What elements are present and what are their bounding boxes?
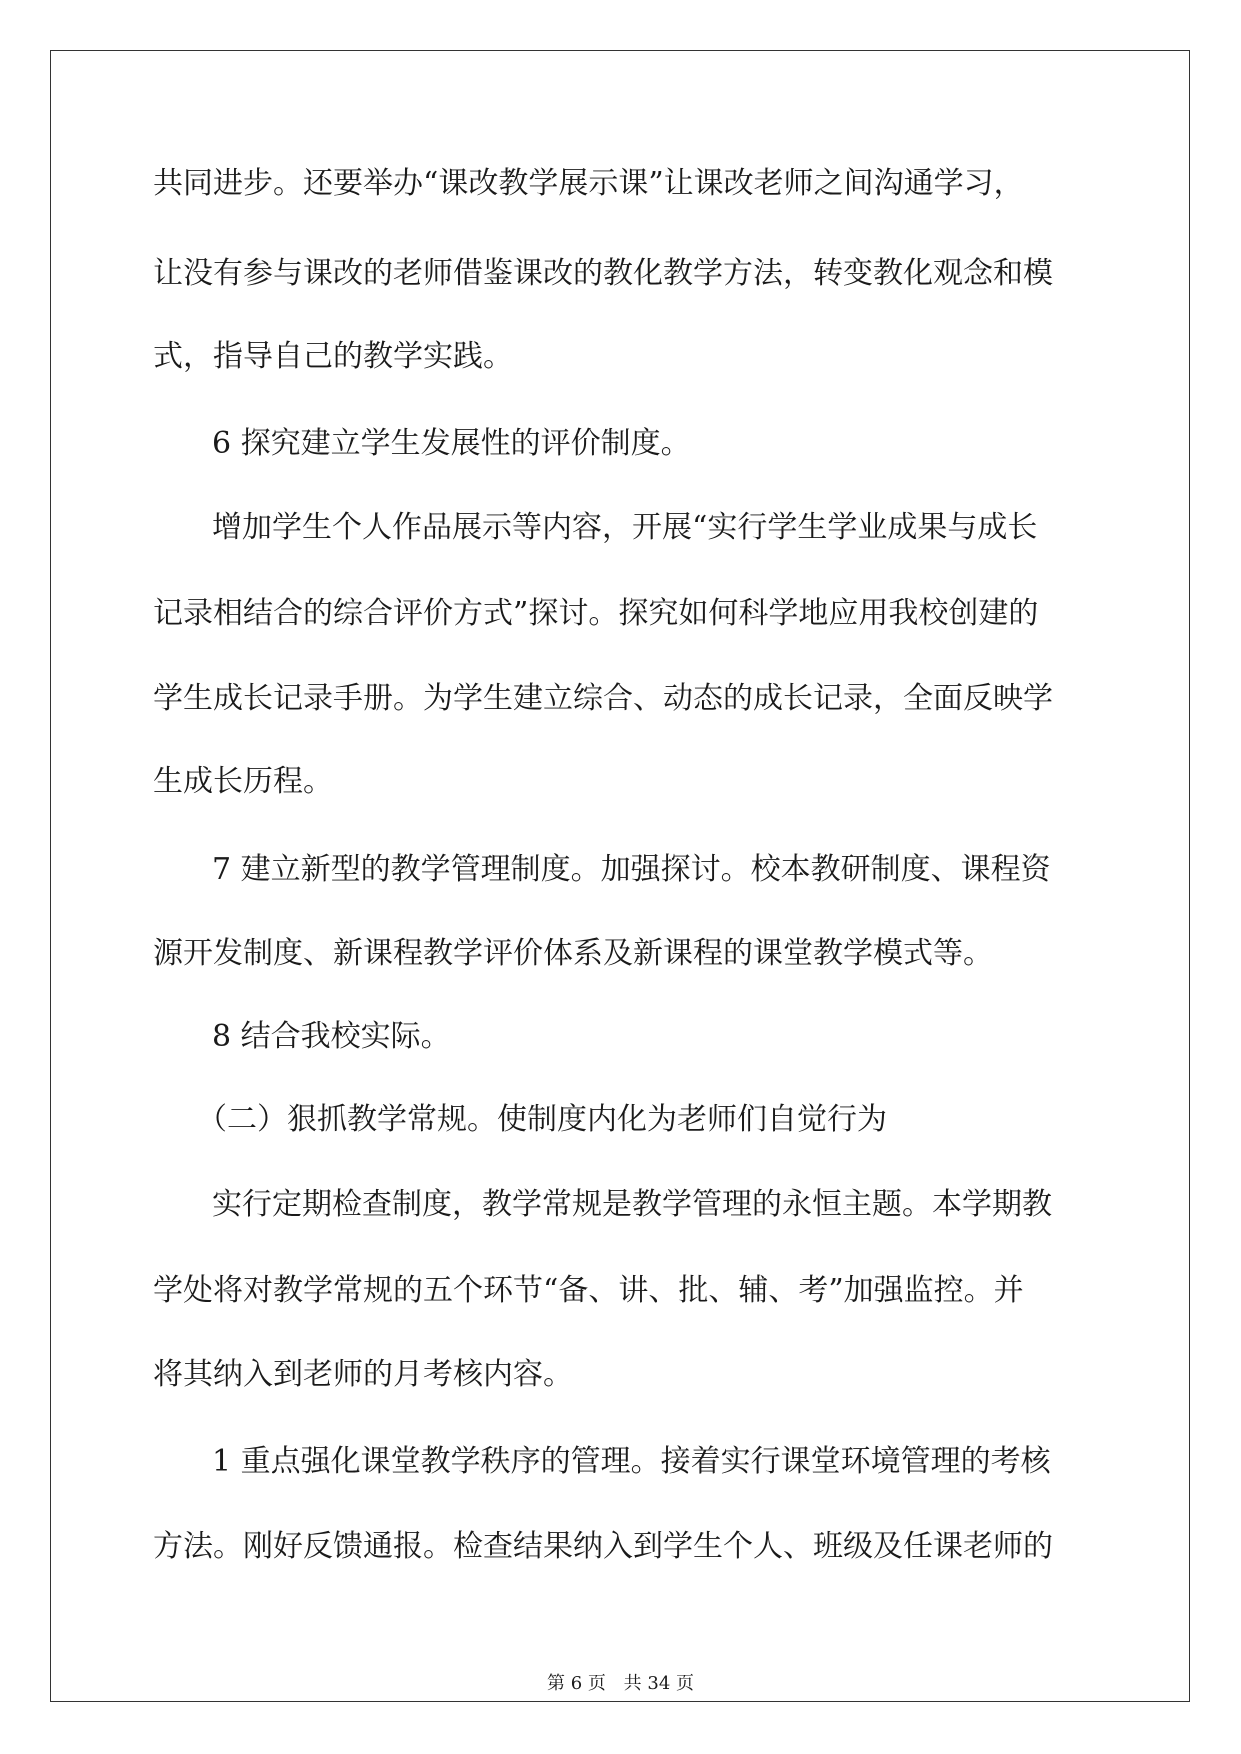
text-line: 学生成长记录手册。为学生建立综合、动态的成长记录，全面反映学 (153, 681, 1053, 716)
text-line: 将其纳入到老师的月考核内容。 (153, 1357, 573, 1392)
text-line: 源开发制度、新课程教学评价体系及新课程的课堂教学模式等。 (153, 936, 993, 971)
page-total: 共 34 页 (623, 1673, 694, 1694)
text-line: 7 建立新型的教学管理制度。加强探讨。校本教研制度、课程资 (212, 852, 1051, 887)
text-line: 方法。刚好反馈通报。检查结果纳入到学生个人、班级及任课老师的 (153, 1529, 1053, 1564)
text-line: 学处将对教学常规的五个环节“备、讲、批、辅、考”加强监控。并 (153, 1273, 1024, 1308)
text-line: 8 结合我校实际。 (212, 1019, 451, 1054)
text-line: 实行定期检查制度，教学常规是教学管理的永恒主题。本学期教 (212, 1187, 1052, 1222)
text-line: 6 探究建立学生发展性的评价制度。 (212, 426, 691, 461)
section-heading: （二）狠抓教学常规。使制度内化为老师们自觉行为 (197, 1102, 887, 1137)
text-line: 生成长历程。 (153, 764, 333, 799)
page-number: 第 6 页 (547, 1673, 606, 1694)
text-line: 式，指导自己的教学实践。 (153, 339, 513, 374)
text-line: 让没有参与课改的老师借鉴课改的教化教学方法，转变教化观念和模 (153, 256, 1053, 291)
text-line: 1 重点强化课堂教学秩序的管理。接着实行课堂环境管理的考核 (212, 1444, 1051, 1479)
text-line: 共同进步。还要举办“课改教学展示课”让课改老师之间沟通学习， (153, 166, 1024, 201)
text-line: 增加学生个人作品展示等内容，开展“实行学生学业成果与成长 (212, 510, 1038, 545)
page-footer (0, 1675, 1241, 1693)
text-line: 记录相结合的综合评价方式”探讨。探究如何科学地应用我校创建的 (153, 596, 1039, 631)
